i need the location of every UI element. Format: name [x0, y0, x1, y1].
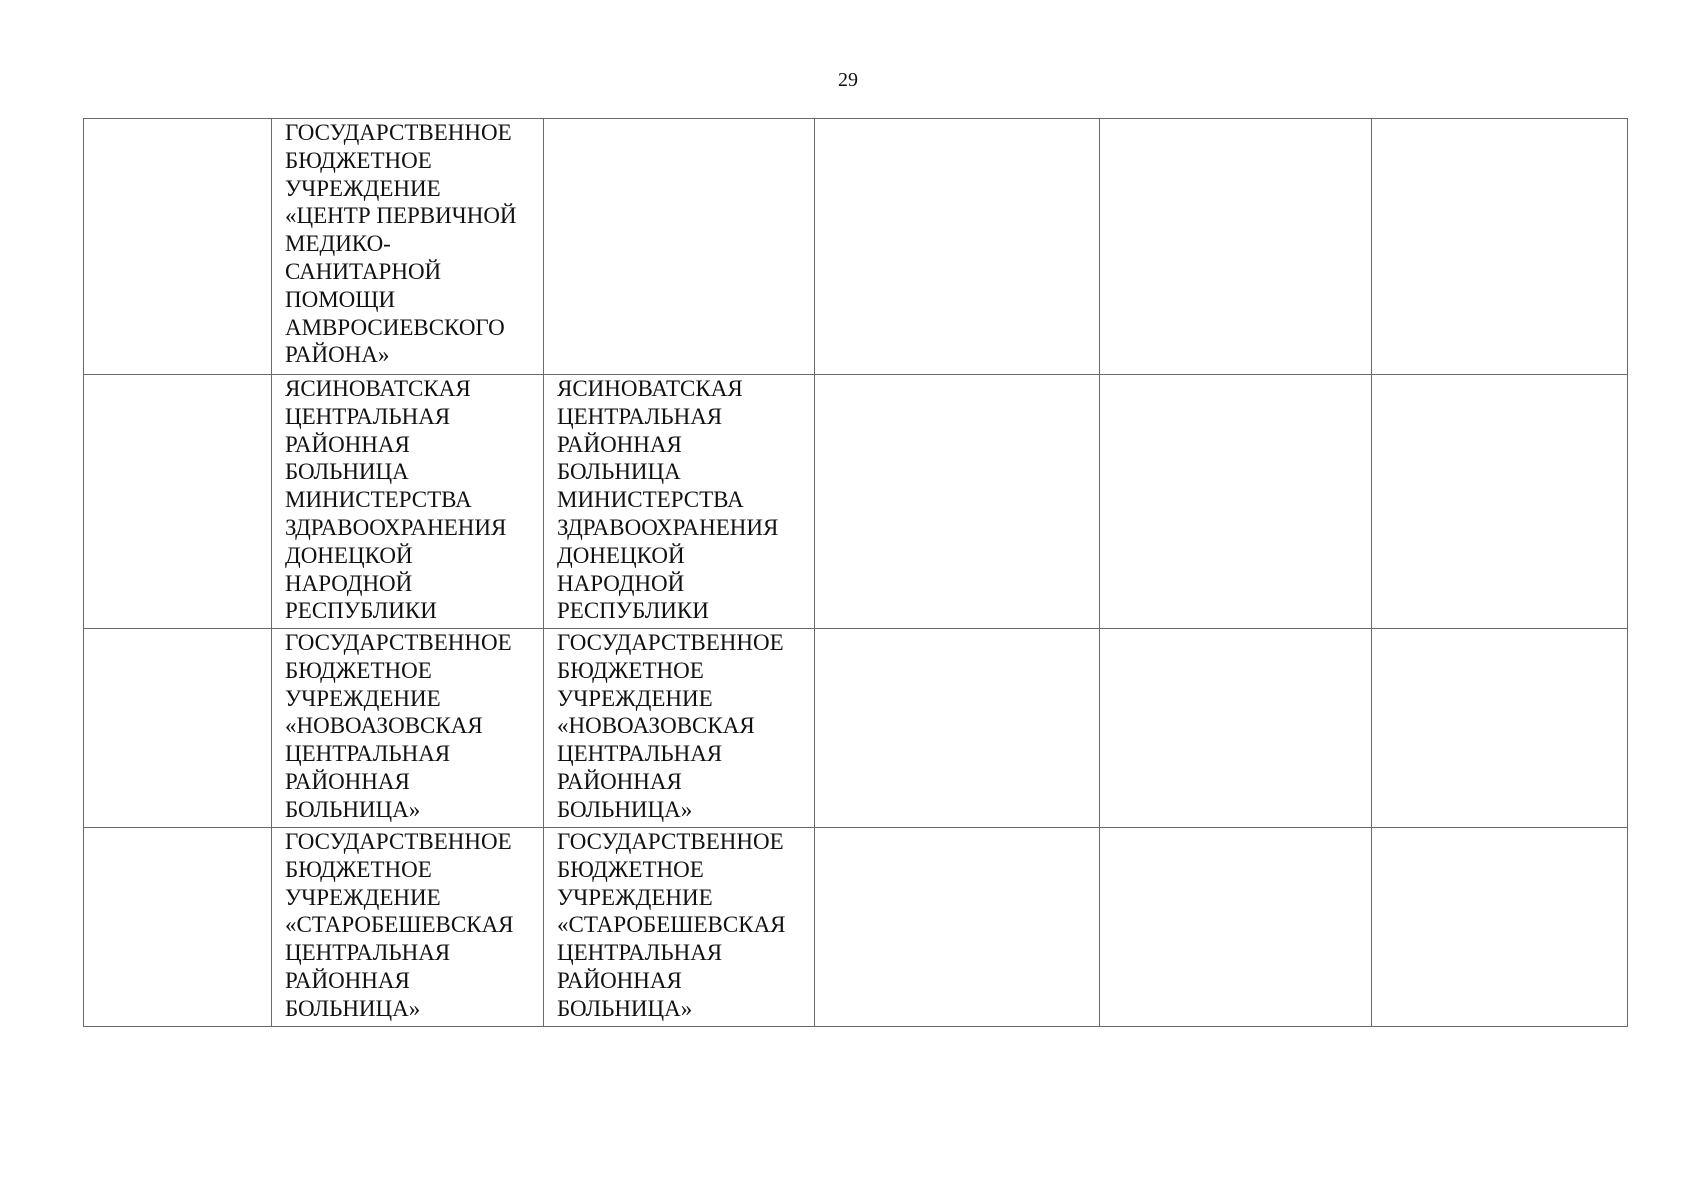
table-row — [84, 629, 1628, 828]
table-cell-col5 — [1100, 828, 1372, 1027]
table-row — [84, 375, 1628, 629]
document-table — [83, 118, 1628, 1027]
table-cell-col3: ГОСУДАРСТВЕННОЕ БЮДЖЕТНОЕ УЧРЕЖДЕНИЕ «СТАРОБЕШЕВСКАЯ ЦЕНТРАЛЬНАЯ РАЙОННАЯ БОЛЬНИЦА» — [544, 828, 815, 1027]
table-cell-col5 — [1100, 629, 1372, 828]
table-cell-col5 — [1100, 375, 1372, 629]
table-cell-col2: ЯСИНОВАТСКАЯ ЦЕНТРАЛЬНАЯ РАЙОННАЯ БОЛЬНИЦА МИНИСТЕРСТВА ЗДРАВООХРАНЕНИЯ ДОНЕЦКОЙ НАРОДНОЙ РЕСПУБЛИКИ — [272, 375, 544, 629]
table-cell-col4 — [815, 119, 1100, 375]
table-cell-col5 — [1100, 119, 1372, 375]
table-cell-col1 — [84, 828, 272, 1027]
table-cell-col4 — [815, 828, 1100, 1027]
page-number: 29 — [838, 69, 858, 91]
table-cell-col6 — [1372, 375, 1628, 629]
table-cell-col6 — [1372, 119, 1628, 375]
table-cell-col1 — [84, 119, 272, 375]
table-cell-col2: ГОСУДАРСТВЕННОЕ БЮДЖЕТНОЕ УЧРЕЖДЕНИЕ «ЦЕНТР ПЕРВИЧНОЙ МЕДИКО- САНИТАРНОЙ ПОМОЩИ АМВРОСИЕВСКОГО РАЙОНА» — [272, 119, 544, 375]
table-cell-col3: ГОСУДАРСТВЕННОЕ БЮДЖЕТНОЕ УЧРЕЖДЕНИЕ «НОВОАЗОВСКАЯ ЦЕНТРАЛЬНАЯ РАЙОННАЯ БОЛЬНИЦА» — [544, 629, 815, 828]
table-cell-col4 — [815, 629, 1100, 828]
table-cell-col1 — [84, 375, 272, 629]
table-row — [84, 828, 1628, 1027]
table-cell-col1 — [84, 629, 272, 828]
table-cell-col6 — [1372, 828, 1628, 1027]
table-row — [84, 119, 1628, 375]
table-cell-col4 — [815, 375, 1100, 629]
table-cell-col2: ГОСУДАРСТВЕННОЕ БЮДЖЕТНОЕ УЧРЕЖДЕНИЕ «НОВОАЗОВСКАЯ ЦЕНТРАЛЬНАЯ РАЙОННАЯ БОЛЬНИЦА» — [272, 629, 544, 828]
table-cell-col2: ГОСУДАРСТВЕННОЕ БЮДЖЕТНОЕ УЧРЕЖДЕНИЕ «СТАРОБЕШЕВСКАЯ ЦЕНТРАЛЬНАЯ РАЙОННАЯ БОЛЬНИЦА» — [272, 828, 544, 1027]
table-cell-col3 — [544, 119, 815, 375]
table-cell-col6 — [1372, 629, 1628, 828]
table-cell-col3: ЯСИНОВАТСКАЯ ЦЕНТРАЛЬНАЯ РАЙОННАЯ БОЛЬНИЦА МИНИСТЕРСТВА ЗДРАВООХРАНЕНИЯ ДОНЕЦКОЙ НАРОДНОЙ РЕСПУБЛИКИ — [544, 375, 815, 629]
